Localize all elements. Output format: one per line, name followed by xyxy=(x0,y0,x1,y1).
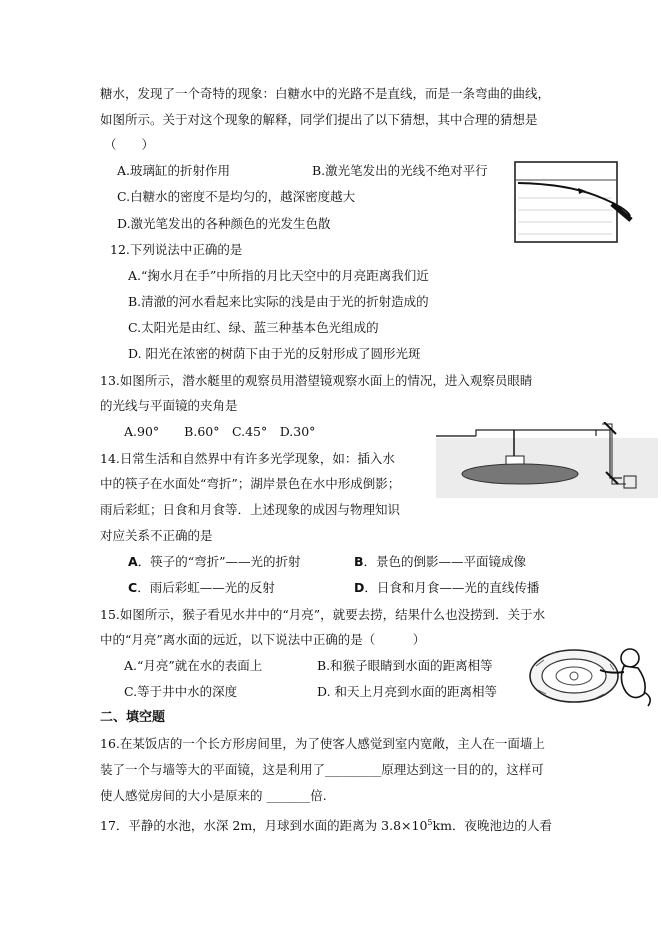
q15-option-c: C.等于井中水的深度 xyxy=(124,684,238,699)
q15-line-2: 中的“月亮”离水面的远近，以下说法中正确的是（ ） xyxy=(100,632,426,647)
q15-option-b: B.和猴子眼睛到水面的距离相等 xyxy=(317,658,493,673)
q14-line-4: 对应关系不正确的是 xyxy=(100,528,213,543)
q11-option-a: A.玻璃缸的折射作用 xyxy=(117,163,231,178)
q13-line-1: 13.如图所示，潜水艇里的观察员用潜望镜观察水面上的情况，进入观察员眼睛 xyxy=(100,373,533,388)
q12-option-a: A.“掬水月在手”中所指的月比天空中的月亮距离我们近 xyxy=(128,268,429,283)
q17-suffix: km．夜晚池边的人看 xyxy=(432,818,552,834)
tank-outline xyxy=(515,162,617,242)
q13-options: A.90° B.60° C.45° D.30° xyxy=(124,424,316,439)
incoming-light-ray xyxy=(476,430,596,436)
q14-option-b-letter: B xyxy=(354,554,364,569)
monkey-tail xyxy=(644,692,650,706)
q15-option-a: A.“月亮”就在水的表面上 xyxy=(124,658,263,673)
q14-option-a-text: ．筷子的“弯折”——光的折射 xyxy=(137,554,301,569)
q12-stem: 12.下列说法中正确的是 xyxy=(110,242,243,257)
section-title-fill-blank: 二、填空题 xyxy=(100,710,166,725)
curved-light-path xyxy=(518,183,630,216)
q11-option-d: D.激光笔发出的各种颜色的光发生色散 xyxy=(117,216,331,231)
light-arrow-icon xyxy=(578,188,586,194)
q14-option-c xyxy=(128,580,275,596)
q14-option-c-text: ．雨后彩虹——光的反射 xyxy=(137,580,275,595)
q16-line-2: 装了一个与墙等大的平面镜，这是利用了_________原理达到这一目的的，这样可 xyxy=(100,762,544,777)
q14-option-c-letter: C xyxy=(128,580,138,595)
q16-line-1: 16.在某饭店的一个长方形房间里，为了使客人感觉到室内宽敞，主人在一面墙上 xyxy=(100,736,545,751)
q11-answer-blank: （ ） xyxy=(104,137,155,152)
well-water xyxy=(542,659,606,693)
q14-option-d-letter: D xyxy=(354,580,365,595)
q13-line-2: 的光线与平面镜的夹角是 xyxy=(100,398,238,413)
q16-line-3: 使人感觉房间的大小是原来的 _______倍. xyxy=(100,788,327,803)
q12-option-c: C.太阳光是由红、绿、蓝三种基本色光组成的 xyxy=(128,320,379,335)
q14-option-a-letter: A xyxy=(128,554,138,569)
q14-line-3: 雨后彩虹；日食和月食等．上述现象的成因与物理知识 xyxy=(100,502,401,517)
monkey-body xyxy=(621,666,645,698)
q15-option-d: D. 和天上月亮到水面的距离相等 xyxy=(317,684,498,699)
monkey-head xyxy=(621,649,639,667)
q11-option-c: C.白糖水的密度不是均匀的，越深密度越大 xyxy=(117,189,356,204)
q14-option-d-text: ．日食和月食——光的直线传播 xyxy=(364,580,540,595)
glass-tank-figure xyxy=(512,158,634,248)
q14-option-b-text: ．景色的倒影——平面镜成像 xyxy=(363,554,527,569)
q14-option-d xyxy=(354,580,539,596)
q14-option-b xyxy=(354,554,526,570)
q14-option-a xyxy=(128,554,300,570)
q11-line-1: 糖水，发现了一个奇特的现象：白糖水中的光路不是直线，而是一条弯曲的曲线， xyxy=(100,86,551,101)
q14-line-1: 14.日常生活和自然界中有许多光学现象，如：插入水 xyxy=(100,451,395,466)
q12-option-b: B.清澈的河水看起来比实际的浅是由于光的折射造成的 xyxy=(128,294,429,309)
q14-line-2: 中的筷子在水面处“弯折”；湖岸景色在水中形成倒影； xyxy=(100,476,401,491)
q11-line-2: 如图所示。关于对这个现象的解释，同学们提出了以下猜想，其中合理的猜想是 xyxy=(100,112,538,127)
submarine-periscope-figure xyxy=(436,422,658,498)
q17-line-1 xyxy=(100,815,552,834)
q17-prefix: 17．平静的水池，水深 2m，月球到水面的距离为 3.8×10 xyxy=(100,818,428,834)
monkey-well-figure xyxy=(526,636,658,712)
water-shading xyxy=(518,198,612,234)
q17-exponent: 5 xyxy=(427,818,433,827)
q11-option-b: B.激光笔发出的光线不绝对平行 xyxy=(312,163,488,178)
q15-line-1: 15.如图所示，猴子看见水井中的“月亮”，就要去捞，结果什么也没捞到．关于水 xyxy=(100,607,546,622)
submarine-hull xyxy=(462,464,578,484)
q12-option-d: D. 阳光在浓密的树荫下由于光的反射形成了圆形光斑 xyxy=(128,346,421,361)
